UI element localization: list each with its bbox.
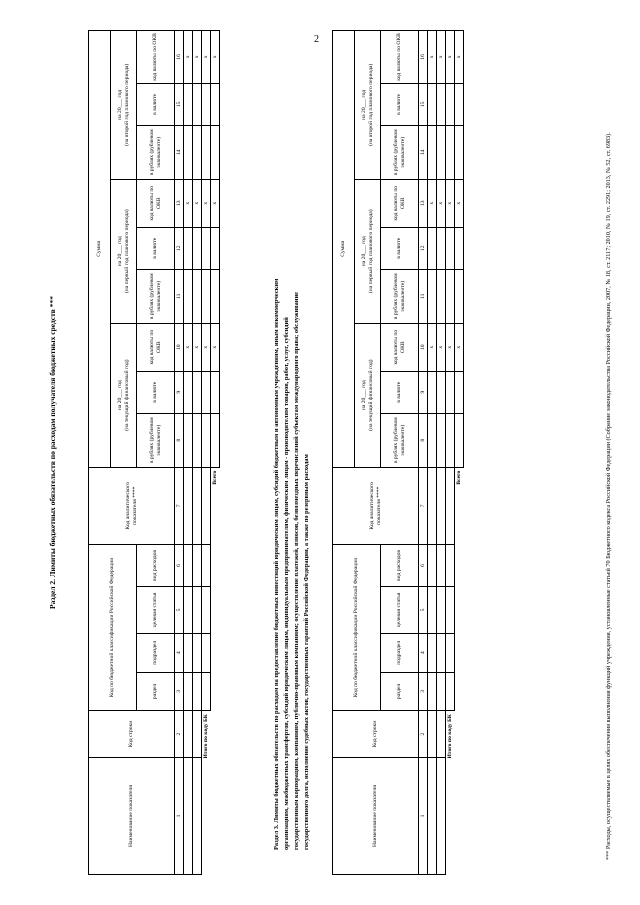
- header-sum: Сумма: [89, 31, 111, 468]
- col-number: 2: [175, 711, 184, 758]
- header-okv: код валюты по ОКВ: [381, 31, 419, 84]
- x-mark: x: [437, 179, 446, 227]
- header-cur: в валюте: [137, 371, 175, 413]
- x-mark: x: [455, 179, 464, 227]
- table-cell: [193, 413, 202, 467]
- table-cell: [428, 672, 437, 711]
- col-number: 16: [175, 31, 184, 84]
- header-podrazdel: подраздел: [137, 633, 175, 672]
- header-analytic: Код аналитического показателя ****: [89, 467, 175, 544]
- table-cell: [202, 269, 211, 323]
- table-cell: [193, 371, 202, 413]
- footnote: *** Расходы, осуществляемые в целях обеспечения выполнения функций учреждения, установленные статьей 70 Бюджетного кодекса Российской Федерации (Собрание законодательства Российской Федерации, 2007, № 18, ст. 2117; 2010, № 19, ст. 2291; 2013, № 52, ст. 6983).: [605, 132, 612, 860]
- col-number: 14: [419, 125, 428, 179]
- page-number: 2: [314, 34, 319, 45]
- table-cell: [211, 83, 220, 125]
- year-second-sub: (на второй год планового периода): [123, 63, 130, 147]
- table-cell: [193, 757, 202, 874]
- table-cell: [446, 227, 455, 269]
- year-first-label: на 20___ год: [360, 236, 367, 267]
- col-number: 16: [419, 31, 428, 84]
- table-cell: [455, 413, 464, 467]
- col-number: 3: [175, 672, 184, 711]
- total-row: [211, 31, 220, 875]
- table-cell: [446, 544, 455, 586]
- section2-title: Раздел 2. Лимиты бюджетных обязательств по расходам получателя бюджетных средств ***: [48, 296, 57, 609]
- table-cell: [202, 83, 211, 125]
- header-vid: вид расходов: [137, 544, 175, 586]
- header-rub: в рублях (рублевом эквиваленте): [137, 413, 175, 467]
- table-cell: [428, 83, 437, 125]
- table-cell: [446, 413, 455, 467]
- col-number: 10: [175, 323, 184, 371]
- x-mark: x: [184, 179, 193, 227]
- table-cell: [193, 83, 202, 125]
- table-cell: [437, 227, 446, 269]
- table-cell: [428, 125, 437, 179]
- table-cell: [455, 269, 464, 323]
- table-cell: [428, 757, 437, 874]
- x-mark: x: [211, 179, 220, 227]
- col-number: 5: [419, 587, 428, 634]
- x-mark: x: [193, 31, 202, 84]
- year-second-label: на 20___ год: [116, 89, 123, 120]
- table-cell: [446, 269, 455, 323]
- table-cell: [184, 269, 193, 323]
- table-cell: [202, 227, 211, 269]
- total-bk-label: Итого по коду БК: [202, 714, 209, 759]
- table-cell: [184, 633, 193, 672]
- year-current-label: на 20___ год: [360, 380, 367, 411]
- table-cell: [184, 125, 193, 179]
- year-second-sub: (на второй год планового периода): [367, 63, 374, 147]
- table-cell: [184, 711, 193, 758]
- table-cell: [184, 587, 193, 634]
- table-cell: [211, 125, 220, 179]
- table-cell: [193, 227, 202, 269]
- table-cell: [437, 587, 446, 634]
- header-sum: Сумма: [333, 31, 355, 468]
- header-razdel: раздел: [137, 672, 175, 711]
- header-bk: Код по бюджетной классификации Российской Федерации: [333, 544, 381, 710]
- section3-title-line: государственного долга, исполнение судебных актов, государственных гарантий Российской Федерации, а также по резервным расходам: [303, 454, 310, 850]
- x-mark: x: [202, 31, 211, 84]
- col-number: 11: [175, 269, 184, 323]
- header-name: Наименование показателя: [333, 757, 419, 874]
- table-cell: [211, 413, 220, 467]
- year-current-label: на 20___ год: [116, 380, 123, 411]
- column-numbers-row: [175, 31, 184, 875]
- table-cell: [446, 467, 455, 544]
- table-cell: [202, 125, 211, 179]
- col-number: 6: [175, 544, 184, 586]
- x-mark: x: [455, 323, 464, 371]
- year-current-sub: (на текущий финансовый год): [367, 359, 374, 431]
- table-row: [428, 31, 437, 875]
- table-row: [184, 31, 193, 875]
- section3-title: [272, 50, 312, 850]
- header-cur: в валюте: [381, 371, 419, 413]
- table-cell: [437, 125, 446, 179]
- year-first-sub: (на первый год планового периода): [123, 209, 130, 294]
- total-label: Всего: [211, 470, 218, 485]
- header-year-first: [111, 179, 137, 323]
- column-numbers-row: [419, 31, 428, 875]
- table-cell: [437, 672, 446, 711]
- x-mark: x: [437, 31, 446, 84]
- table-cell: [184, 544, 193, 586]
- table-cell: [437, 467, 446, 544]
- table-cell: [193, 711, 202, 758]
- x-mark: x: [437, 323, 446, 371]
- col-number: 5: [175, 587, 184, 634]
- table-cell: [202, 633, 211, 672]
- table-cell: [193, 672, 202, 711]
- header-rub: в рублях (рублевом эквиваленте): [381, 413, 419, 467]
- header-okv: код валюты по ОКВ: [137, 323, 175, 371]
- table-cell: [428, 413, 437, 467]
- table-cell: [428, 633, 437, 672]
- table-cell: [437, 83, 446, 125]
- header-okv: код валюты по ОКВ: [381, 179, 419, 227]
- total-bk-row: [202, 31, 211, 875]
- col-number: 7: [175, 467, 184, 544]
- section3-title-line: организациям, межбюджетных трансфертов, субсидий юридическим лицам, индивидуальным предпринимателям, физическим лицам - производителям товаров, работ, услуг, субсидий: [283, 317, 290, 850]
- header-year-second: [111, 31, 137, 180]
- table-cell: [446, 672, 455, 711]
- header-code: Код строки: [333, 711, 419, 758]
- table-cell: [184, 413, 193, 467]
- table-cell: [202, 587, 211, 634]
- x-mark: x: [428, 31, 437, 84]
- header-year-second: [355, 31, 381, 180]
- col-number: 13: [175, 179, 184, 227]
- table-cell: [437, 413, 446, 467]
- section3-title-line: государственным корпорациям, компаниям, публично-правовым компаниям; осуществление платежей, взносов, безвозмездных перечислений субъектам международного права; обслуживание: [293, 292, 300, 850]
- col-number: 2: [419, 711, 428, 758]
- table-cell: [455, 125, 464, 179]
- col-number: 6: [419, 544, 428, 586]
- table-cell: [202, 544, 211, 586]
- table-cell: [437, 371, 446, 413]
- total-row: [455, 31, 464, 875]
- table-cell: [437, 544, 446, 586]
- header-rub: в рублях (рублевом эквиваленте): [137, 125, 175, 179]
- table-cell: [437, 711, 446, 758]
- col-number: 9: [175, 371, 184, 413]
- table-cell: [455, 371, 464, 413]
- table-cell: [437, 757, 446, 874]
- total-bk-label: Итого по коду БК: [446, 714, 453, 759]
- col-number: 1: [175, 757, 184, 874]
- col-number: 10: [419, 323, 428, 371]
- header-okv: код валюты по ОКВ: [381, 323, 419, 371]
- col-number: 8: [419, 413, 428, 467]
- col-number: 15: [175, 83, 184, 125]
- table-cell: [193, 544, 202, 586]
- table-cell: [428, 269, 437, 323]
- col-number: 12: [419, 227, 428, 269]
- table-cell: [202, 371, 211, 413]
- x-mark: x: [211, 31, 220, 84]
- col-number: 3: [419, 672, 428, 711]
- table-cell: [446, 633, 455, 672]
- x-mark: x: [184, 323, 193, 371]
- table-cell: [193, 587, 202, 634]
- year-second-label: на 20___ год: [360, 89, 367, 120]
- col-number: 15: [419, 83, 428, 125]
- x-mark: x: [428, 323, 437, 371]
- header-statya: целевая статья: [381, 587, 419, 634]
- table-row: [193, 31, 202, 875]
- table-cell: [211, 227, 220, 269]
- header-analytic: Код аналитического показателя ****: [333, 467, 419, 544]
- table-cell: [184, 672, 193, 711]
- header-year-current: [355, 323, 381, 467]
- header-rub: в рублях (рублевом эквиваленте): [381, 125, 419, 179]
- col-number: 1: [419, 757, 428, 874]
- table-cell: [455, 83, 464, 125]
- header-razdel: раздел: [381, 672, 419, 711]
- section3-table: [332, 30, 464, 875]
- table-cell: [446, 587, 455, 634]
- x-mark: x: [446, 323, 455, 371]
- x-mark: x: [202, 179, 211, 227]
- x-mark: x: [446, 179, 455, 227]
- table-cell: [446, 371, 455, 413]
- col-number: 4: [419, 633, 428, 672]
- x-mark: x: [193, 323, 202, 371]
- x-mark: x: [455, 31, 464, 84]
- col-number: 4: [175, 633, 184, 672]
- table-cell: [446, 83, 455, 125]
- x-mark: x: [193, 179, 202, 227]
- table-cell: [446, 125, 455, 179]
- section3-title-line: Раздел 3. Лимиты бюджетных обязательств по расходам на предоставление бюджетных инвестиций юридическим лицам, субсидий бюджетным и автономным учреждениям, иным некоммерческим: [273, 278, 280, 850]
- table-cell: [193, 467, 202, 544]
- header-okv: код валюты по ОКВ: [137, 179, 175, 227]
- table-cell: [193, 269, 202, 323]
- year-current-sub: (на текущий финансовый год): [123, 359, 130, 431]
- table-cell: [428, 711, 437, 758]
- header-statya: целевая статья: [137, 587, 175, 634]
- table-cell: [428, 587, 437, 634]
- x-mark: x: [446, 31, 455, 84]
- table-cell: [193, 125, 202, 179]
- section2-table: [88, 30, 220, 875]
- header-rub: в рублях (рублевом эквиваленте): [137, 269, 175, 323]
- table-cell: [193, 633, 202, 672]
- table-cell: [437, 269, 446, 323]
- year-first-label: на 20___ год: [116, 236, 123, 267]
- col-number: 13: [419, 179, 428, 227]
- year-first-sub: (на первый год планового периода): [367, 209, 374, 294]
- table-cell: [202, 467, 211, 544]
- header-cur: в валюте: [137, 83, 175, 125]
- x-mark: x: [202, 323, 211, 371]
- table-cell: [428, 371, 437, 413]
- header-cur: в валюте: [381, 83, 419, 125]
- total-label: Всего: [455, 470, 462, 485]
- header-name: Наименование показателя: [89, 757, 175, 874]
- table-cell: [184, 757, 193, 874]
- x-mark: x: [428, 179, 437, 227]
- col-number: 11: [419, 269, 428, 323]
- table-cell: [211, 371, 220, 413]
- col-number: 9: [419, 371, 428, 413]
- header-okv: код валюты по ОКВ: [137, 31, 175, 84]
- x-mark: x: [211, 323, 220, 371]
- table-cell: [428, 544, 437, 586]
- header-bk: Код по бюджетной классификации Российской Федерации: [89, 544, 137, 710]
- table-cell: [428, 227, 437, 269]
- table-cell: [184, 227, 193, 269]
- table-cell: [202, 413, 211, 467]
- table-cell: [211, 269, 220, 323]
- table-cell: [428, 467, 437, 544]
- col-number: 12: [175, 227, 184, 269]
- header-code: Код строки: [89, 711, 175, 758]
- col-number: 14: [175, 125, 184, 179]
- x-mark: x: [184, 31, 193, 84]
- table-cell: [184, 371, 193, 413]
- col-number: 8: [175, 413, 184, 467]
- header-podrazdel: подраздел: [381, 633, 419, 672]
- table-row: [437, 31, 446, 875]
- total-bk-row: [446, 31, 455, 875]
- header-cur: в валюте: [381, 227, 419, 269]
- table-cell: [455, 227, 464, 269]
- table-cell: [184, 83, 193, 125]
- header-rub: в рублях (рублевом эквиваленте): [381, 269, 419, 323]
- header-year-current: [111, 323, 137, 467]
- table-cell: [202, 672, 211, 711]
- table-cell: [184, 467, 193, 544]
- header-cur: в валюте: [137, 227, 175, 269]
- table-cell: [437, 633, 446, 672]
- header-vid: вид расходов: [381, 544, 419, 586]
- col-number: 7: [419, 467, 428, 544]
- header-year-first: [355, 179, 381, 323]
